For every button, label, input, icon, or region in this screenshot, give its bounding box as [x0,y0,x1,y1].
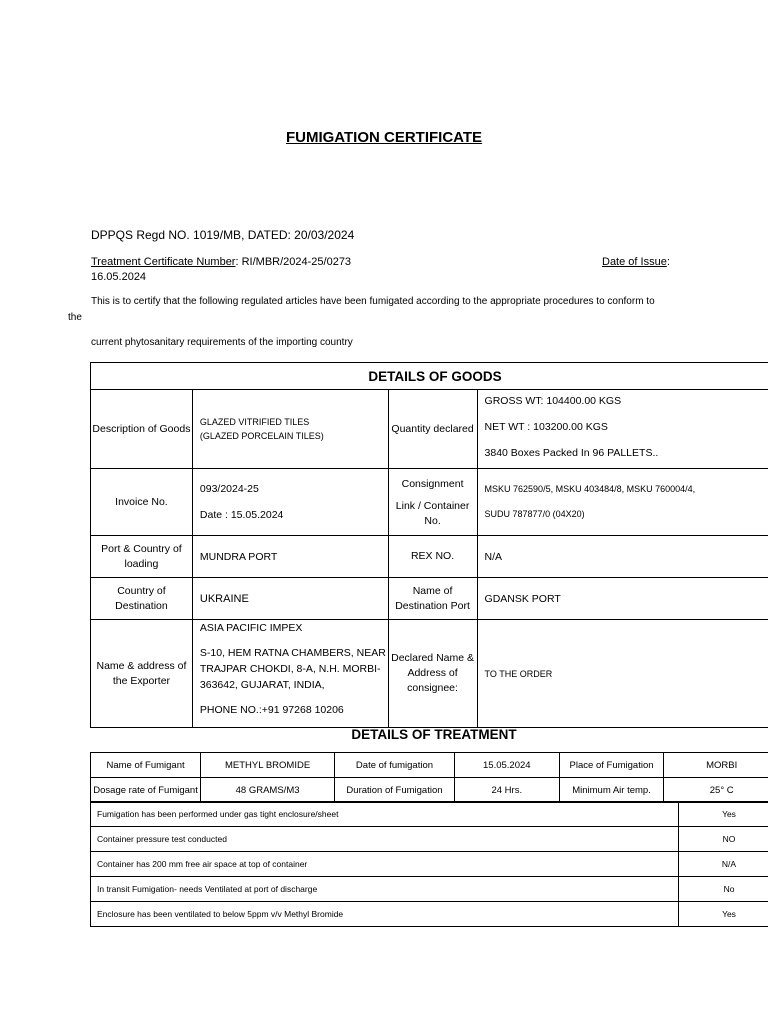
date-of-issue [602,256,670,268]
place-fumigation-value: MORBI [664,753,768,778]
description-line: (GLAZED PORCELAIN TILES) [199,431,324,441]
certify-statement-line2: current phytosanitary requirements of the importing country [91,337,353,348]
consignment-label-line: Consignment [401,478,464,490]
table-row [91,620,768,728]
table-row [91,852,768,877]
regd-number: DPPQS Regd NO. 1019/MB, DATED: 20/03/2024 [91,228,355,242]
check-question: Container has 200 mm free air space at top of container [91,852,679,877]
place-fumigation-label: Place of Fumigation [559,753,664,778]
container-line: SUDU 787877/0 (04X20) [484,509,585,519]
consignee-label: Declared Name & Address of consignee: [388,620,477,728]
treatment-checks-table [90,801,768,927]
fumigant-label: Name of Fumigant [91,753,201,778]
description-value [192,390,388,469]
dosage-label: Dosage rate of Fumigant [91,778,201,803]
certify-statement-wrap: the [68,312,82,323]
date-fumigation-value: 15.05.2024 [454,753,559,778]
treatment-table [90,752,768,803]
exporter-name: ASIA PACIFIC IMPEX [199,622,303,634]
rex-label: REX NO. [388,536,477,578]
table-row [91,778,768,803]
port-destination-value: GDANSK PORT [477,578,768,620]
date-fumigation-label: Date of fumigation [335,753,455,778]
boxes-count: 3840 Boxes Packed In 96 PALLETS.. [484,447,659,459]
min-temp-value: 25° C [664,778,768,803]
check-question: Enclosure has been ventilated to below 5ppm v/v Methyl Bromide [91,902,679,927]
check-question: In transit Fumigation- needs Ventilated at port of discharge [91,877,679,902]
table-row [91,827,768,852]
port-loading-label: Port & Country of loading [91,536,193,578]
quantity-label: Quantity declared [388,390,477,469]
table-row [91,390,768,469]
treatment-cert-label: Treatment Certificate Number [91,256,236,268]
table-row [91,578,768,620]
table-row [91,753,768,778]
check-question: Fumigation has been performed under gas tight enclosure/sheet [91,802,679,827]
exporter-label: Name & address of the Exporter [91,620,193,728]
consignment-label-line: Link / Container No. [395,500,470,527]
description-line: GLAZED VITRIFIED TILES [199,417,310,427]
invoice-label: Invoice No. [91,469,193,536]
min-temp-label: Minimum Air temp. [559,778,664,803]
invoice-value [192,469,388,536]
exporter-address-line: TRAJPAR CHOKDI, 8-A, N.H. MORBI- [199,663,381,675]
table-row [91,802,768,827]
check-answer: NO [679,827,768,852]
port-loading-value: MUNDRA PORT [192,536,388,578]
check-answer: No [679,877,768,902]
check-answer: Yes [679,802,768,827]
exporter-address-line: S-10, HEM RATNA CHAMBERS, NEAR [199,647,386,659]
fumigant-value: METHYL BROMIDE [201,753,335,778]
date-of-issue-value: 16.05.2024 [91,271,147,283]
exporter-value [192,620,388,728]
table-row [91,902,768,927]
country-destination-value: UKRAINE [192,578,388,620]
consignee-value: TO THE ORDER [477,620,768,728]
check-answer: Yes [679,902,768,927]
treatment-certificate-number [91,256,351,268]
duration-value: 24 Hrs. [454,778,559,803]
check-question: Container pressure test conducted [91,827,679,852]
quantity-value [477,390,768,469]
dosage-value: 48 GRAMS/M3 [201,778,335,803]
table-row [91,536,768,578]
container-line: MSKU 762590/5, MSKU 403484/8, MSKU 760004/4, [484,484,696,494]
page-title: FUMIGATION CERTIFICATE [285,129,483,146]
exporter-phone: PHONE NO.:+91 97268 10206 [199,704,344,716]
consignment-label [388,469,477,536]
exporter-address-line: 363642, GUJARAT, INDIA, [199,679,325,691]
invoice-number: 093/2024-25 [199,483,259,495]
certify-statement-line1: This is to certify that the following regulated articles have been fumigated according to the appropriate procedures to conform to [91,296,655,307]
container-value [477,469,768,536]
date-of-issue-colon: : [666,256,670,268]
gross-weight: GROSS WT: 104400.00 KGS [484,395,622,407]
rex-value: N/A [477,536,768,578]
table-row [91,877,768,902]
treatment-header: DETAILS OF TREATMENT [351,727,517,742]
description-label: Description of Goods [91,390,193,469]
invoice-date: Date : 15.05.2024 [199,509,284,521]
country-destination-label: Country of Destination [91,578,193,620]
goods-header: DETAILS OF GOODS [91,363,768,390]
duration-label: Duration of Fumigation [335,778,455,803]
treatment-cert-value: : RI/MBR/2024-25/0273 [235,256,352,268]
check-answer: N/A [679,852,768,877]
port-destination-label: Name of Destination Port [388,578,477,620]
date-of-issue-label: Date of Issue [602,256,667,268]
table-row [91,469,768,536]
net-weight: NET WT : 103200.00 KGS [484,421,608,433]
goods-table [90,362,768,728]
